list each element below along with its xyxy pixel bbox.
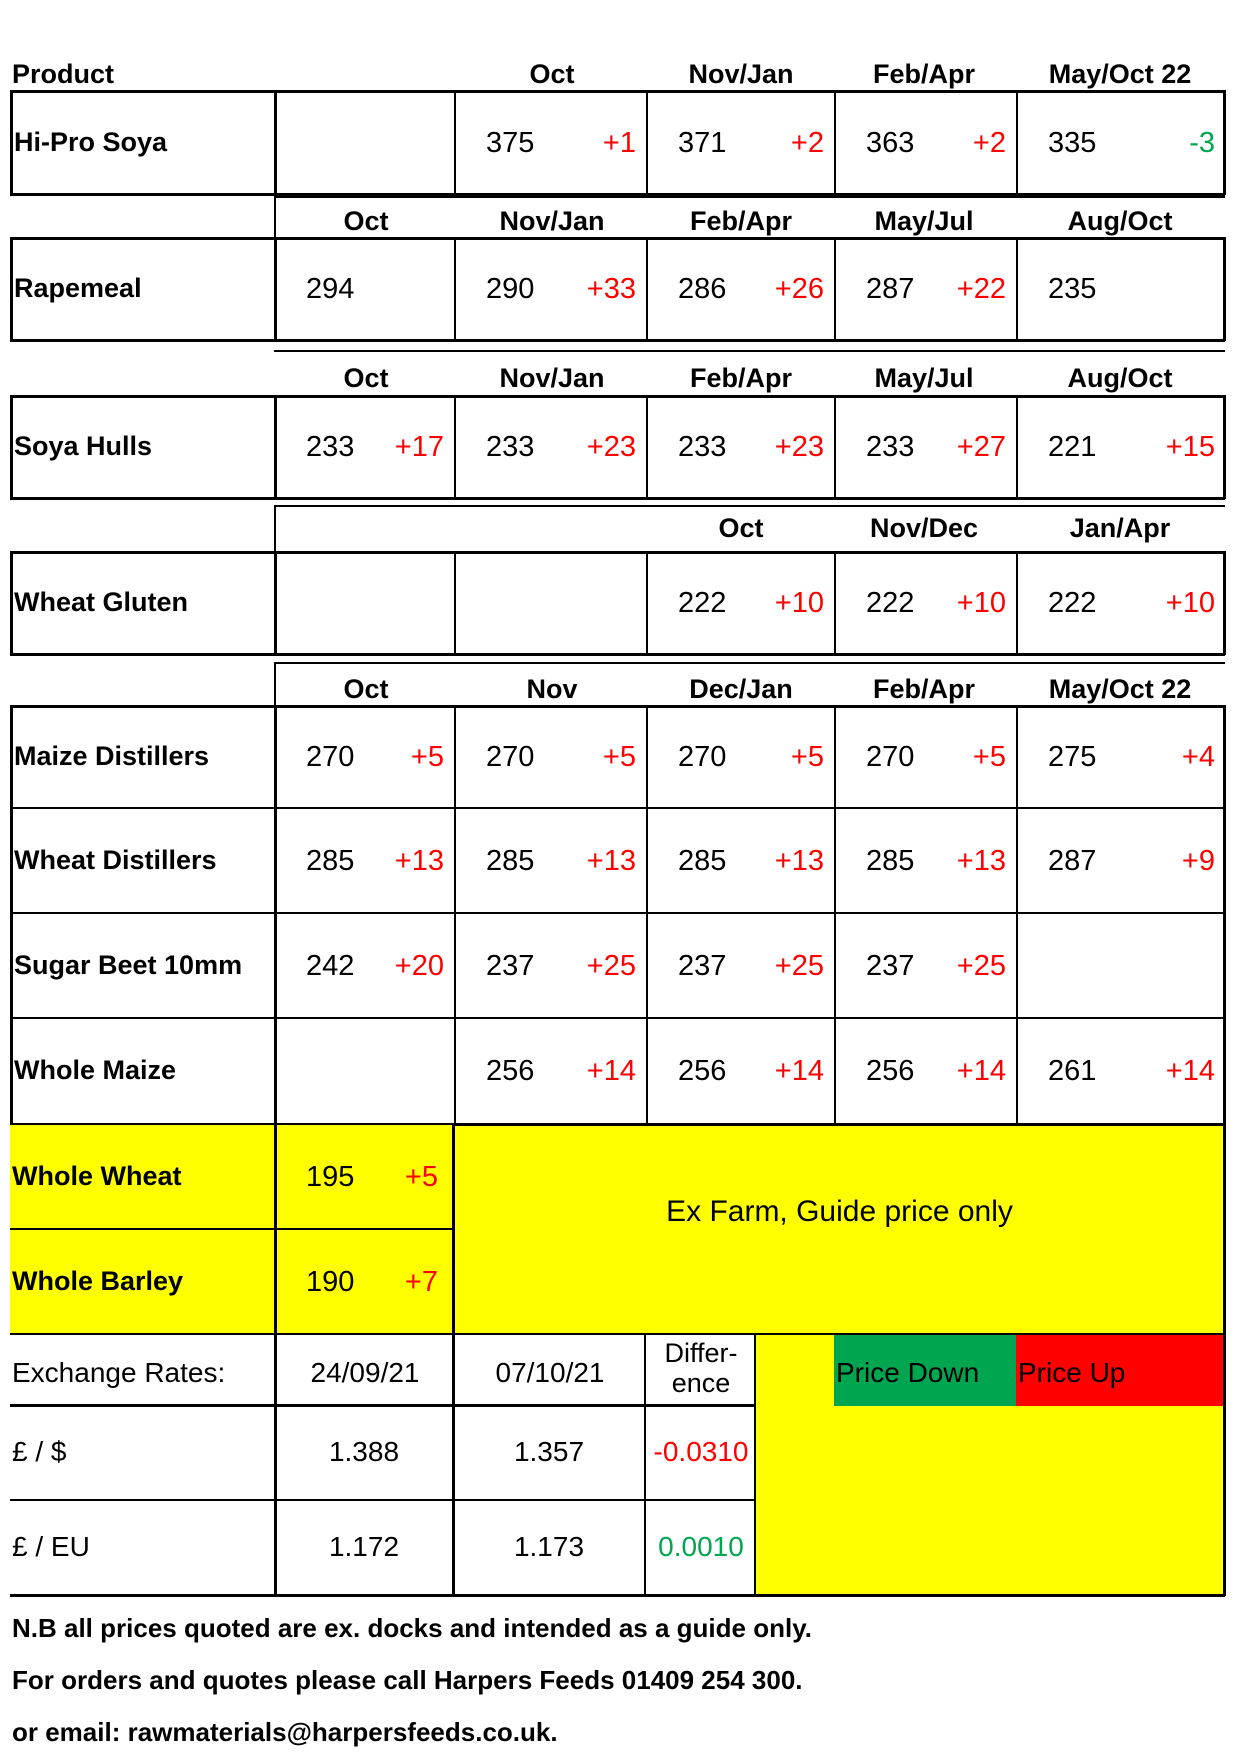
price-value: 363 [866, 126, 915, 159]
rule [1016, 913, 1018, 1018]
price-change: +13 [956, 844, 1006, 877]
rule [274, 1018, 277, 1124]
price-change: +9 [1181, 844, 1215, 877]
price-change: +4 [1181, 740, 1215, 773]
rule [646, 913, 648, 1018]
rule [10, 705, 13, 808]
price-value: 287 [1048, 844, 1097, 877]
period-header: Nov [526, 674, 578, 704]
product-name: Soya Hulls [14, 431, 153, 461]
rule [10, 395, 1225, 398]
rule [274, 705, 277, 808]
rule [646, 237, 648, 341]
grain-change: +5 [404, 1160, 438, 1193]
price-value: 233 [866, 431, 915, 463]
product-header: Product [12, 59, 115, 89]
price-value: 237 [866, 949, 915, 982]
rule [756, 1594, 1225, 1597]
price-down-label: Price Down [836, 1357, 980, 1388]
price-change: +5 [972, 740, 1006, 773]
product-name: Whole Maize [14, 1055, 177, 1085]
price-change: +2 [972, 126, 1006, 159]
price-value: 270 [678, 740, 727, 773]
footer-phone: For orders and quotes please call Harpers Feeds 01409 254 300. [12, 1665, 803, 1695]
price-change: +13 [586, 844, 636, 877]
period-header: Feb/Apr [872, 59, 975, 89]
price-value: 285 [678, 844, 727, 877]
price-value: 371 [678, 126, 727, 159]
rule [10, 497, 1225, 500]
price-value: 233 [678, 431, 727, 463]
rate-2: 1.357 [513, 1435, 585, 1467]
price-change: +10 [774, 587, 824, 619]
period-header: Nov/Jan [499, 206, 605, 236]
rule [1223, 395, 1226, 499]
rule [646, 395, 648, 499]
rule [10, 913, 13, 1018]
difference-header-line2: ence [671, 1368, 731, 1398]
rule [1016, 90, 1018, 195]
rule [10, 653, 1225, 656]
period-header: Aug/Oct [1067, 363, 1173, 393]
rule [10, 90, 13, 195]
rule [10, 1228, 452, 1230]
rule [274, 662, 276, 705]
price-value: 233 [486, 431, 535, 463]
price-value: 237 [486, 949, 535, 982]
product-name: Wheat Gluten [14, 587, 188, 617]
rule [1223, 808, 1226, 913]
rule [454, 1018, 456, 1124]
rule [1223, 551, 1226, 655]
rule [834, 913, 836, 1018]
price-value: 261 [1048, 1055, 1097, 1087]
period-header: Feb/Apr [689, 363, 792, 393]
price-value: 242 [306, 949, 355, 982]
grain-name: Whole Wheat [12, 1160, 182, 1191]
price-change: +13 [774, 844, 824, 877]
product-name: Sugar Beet 10mm [14, 949, 243, 980]
rule [454, 551, 456, 655]
price-change: +26 [774, 273, 824, 305]
currency-pair: £ / $ [12, 1435, 67, 1467]
rule [274, 196, 276, 237]
product-name: Maize Distillers [14, 740, 210, 771]
price-change: +5 [602, 740, 636, 773]
price-change: +23 [774, 431, 824, 463]
rule [10, 1017, 1225, 1019]
rule [1016, 551, 1018, 655]
price-value: 221 [1048, 431, 1097, 463]
rule [10, 551, 1225, 554]
price-change: +22 [956, 273, 1006, 305]
rule [274, 237, 277, 341]
exchange-date-1: 24/09/21 [310, 1357, 420, 1388]
rule [10, 705, 1225, 708]
price-value: 222 [678, 587, 727, 619]
difference-header-line1: Differ- [664, 1338, 738, 1368]
price-value: 270 [306, 740, 355, 773]
rule [10, 912, 1225, 914]
period-header: May/Jul [874, 206, 974, 236]
period-header: Oct [718, 513, 764, 543]
price-change: +14 [956, 1055, 1006, 1087]
price-value: 275 [1048, 740, 1097, 773]
rule [646, 90, 648, 195]
price-value: 256 [678, 1055, 727, 1087]
period-header: Oct [343, 363, 389, 393]
rule [10, 339, 1225, 342]
rule [10, 807, 1225, 809]
rule [1016, 237, 1018, 341]
rule [454, 90, 456, 195]
rule [10, 1018, 13, 1124]
price-value: 286 [678, 273, 727, 305]
period-header: Nov/Jan [499, 363, 605, 393]
rule [454, 395, 456, 499]
rule [1223, 237, 1226, 341]
price-value: 375 [486, 126, 535, 159]
price-change: -3 [1189, 126, 1215, 159]
rule [1016, 808, 1018, 913]
period-header: Nov/Dec [869, 513, 979, 543]
rule [1223, 90, 1226, 195]
price-change: +25 [586, 949, 636, 982]
price-value: 285 [306, 844, 355, 877]
price-change: +14 [1165, 1055, 1215, 1087]
price-value: 270 [486, 740, 535, 773]
price-change: +5 [410, 740, 444, 773]
currency-pair: £ / EU [12, 1530, 90, 1562]
footer-note: N.B all prices quoted are ex. docks and intended as a guide only. [12, 1613, 812, 1643]
rate-difference: -0.0310 [653, 1435, 749, 1467]
price-value: 285 [866, 844, 915, 877]
price-change: +20 [394, 949, 444, 982]
rule [834, 1018, 836, 1124]
period-header: Oct [529, 59, 575, 89]
rule [1223, 1334, 1226, 1596]
period-header: Oct [343, 206, 389, 236]
rule [646, 1018, 648, 1124]
price-value: 335 [1048, 126, 1097, 159]
price-change: +23 [586, 431, 636, 463]
product-name: Hi-Pro Soya [14, 126, 168, 157]
rule [10, 237, 1225, 240]
price-up-label: Price Up [1018, 1357, 1126, 1388]
ex-farm-note: Ex Farm, Guide price only [666, 1195, 1013, 1228]
price-change: +1 [602, 126, 636, 159]
rule [274, 505, 1225, 507]
grain-change: +7 [404, 1265, 438, 1298]
price-change: +10 [956, 587, 1006, 619]
period-header: Jan/Apr [1069, 513, 1171, 543]
rule [1223, 1018, 1226, 1124]
period-header: Aug/Oct [1067, 206, 1173, 236]
price-change: +13 [394, 844, 444, 877]
rate-difference: 0.0010 [658, 1530, 744, 1562]
rule [10, 237, 13, 341]
rule [1016, 395, 1018, 499]
rate-1: 1.388 [328, 1435, 400, 1467]
price-value: 294 [306, 273, 355, 305]
price-value: 237 [678, 949, 727, 982]
rule [10, 90, 1225, 93]
rule [1223, 913, 1226, 1018]
rule [454, 705, 456, 808]
price-value: 285 [486, 844, 535, 877]
price-change: +5 [790, 740, 824, 773]
rule [274, 196, 1225, 198]
exchange-label: Exchange Rates: [12, 1357, 226, 1388]
period-header: Feb/Apr [872, 674, 975, 704]
grain-name: Whole Barley [12, 1265, 184, 1296]
rule [274, 551, 277, 655]
rule [274, 1229, 277, 1334]
price-change: +33 [586, 273, 636, 305]
period-header: May/Jul [874, 363, 974, 393]
difference-header [646, 1338, 756, 1398]
rule [834, 808, 836, 913]
rule [646, 808, 648, 913]
rule [274, 913, 277, 1018]
rule [1016, 1018, 1018, 1124]
price-change: +25 [956, 949, 1006, 982]
rule [834, 705, 836, 808]
price-value: 222 [1048, 587, 1097, 619]
price-change: +14 [774, 1055, 824, 1087]
product-name: Wheat Distillers [14, 844, 217, 875]
price-value: 256 [866, 1055, 915, 1087]
rule [454, 808, 456, 913]
rule [274, 662, 1225, 664]
price-change: +10 [1165, 587, 1215, 619]
rule [834, 90, 836, 195]
rule [454, 1123, 1225, 1126]
price-value: 270 [866, 740, 915, 773]
rate-1: 1.172 [328, 1530, 400, 1562]
price-value: 233 [306, 431, 355, 463]
price-change: +15 [1165, 431, 1215, 463]
rule [274, 90, 277, 195]
rule [274, 350, 1225, 352]
period-header: May/Oct 22 [1048, 674, 1192, 704]
period-header: May/Oct 22 [1048, 59, 1192, 89]
rule [452, 1229, 455, 1334]
rule [646, 705, 648, 808]
rule [834, 237, 836, 341]
rule [274, 505, 276, 551]
rule [646, 551, 648, 655]
rate-2: 1.173 [513, 1530, 585, 1562]
exchange-date-2: 07/10/21 [495, 1357, 605, 1388]
grain-price: 190 [306, 1265, 355, 1298]
rule [1016, 705, 1018, 808]
period-header: Dec/Jan [689, 674, 793, 704]
price-change: +17 [394, 431, 444, 463]
product-name: Rapemeal [14, 273, 142, 303]
rule [454, 913, 456, 1018]
price-value: 256 [486, 1055, 535, 1087]
rule [10, 808, 13, 913]
rule [274, 1124, 277, 1229]
price-change: +14 [586, 1055, 636, 1087]
price-value: 287 [866, 273, 915, 305]
footer-email: or email: rawmaterials@harpersfeeds.co.uk. [12, 1717, 558, 1747]
rule [10, 395, 13, 499]
rule [1223, 705, 1226, 808]
price-change: +2 [790, 126, 824, 159]
rule [10, 551, 13, 655]
rule [10, 1333, 1225, 1335]
period-header: Nov/Jan [688, 59, 794, 89]
rule [274, 395, 277, 499]
rule [274, 808, 277, 913]
rule [454, 237, 456, 341]
price-change: +25 [774, 949, 824, 982]
period-header: Oct [343, 674, 389, 704]
rule [834, 551, 836, 655]
price-value: 222 [866, 587, 915, 619]
price-change: +27 [956, 431, 1006, 463]
rule [834, 395, 836, 499]
price-value: 290 [486, 273, 535, 305]
price-value: 235 [1048, 273, 1097, 305]
period-header: Feb/Apr [689, 206, 792, 236]
grain-price: 195 [306, 1160, 355, 1193]
